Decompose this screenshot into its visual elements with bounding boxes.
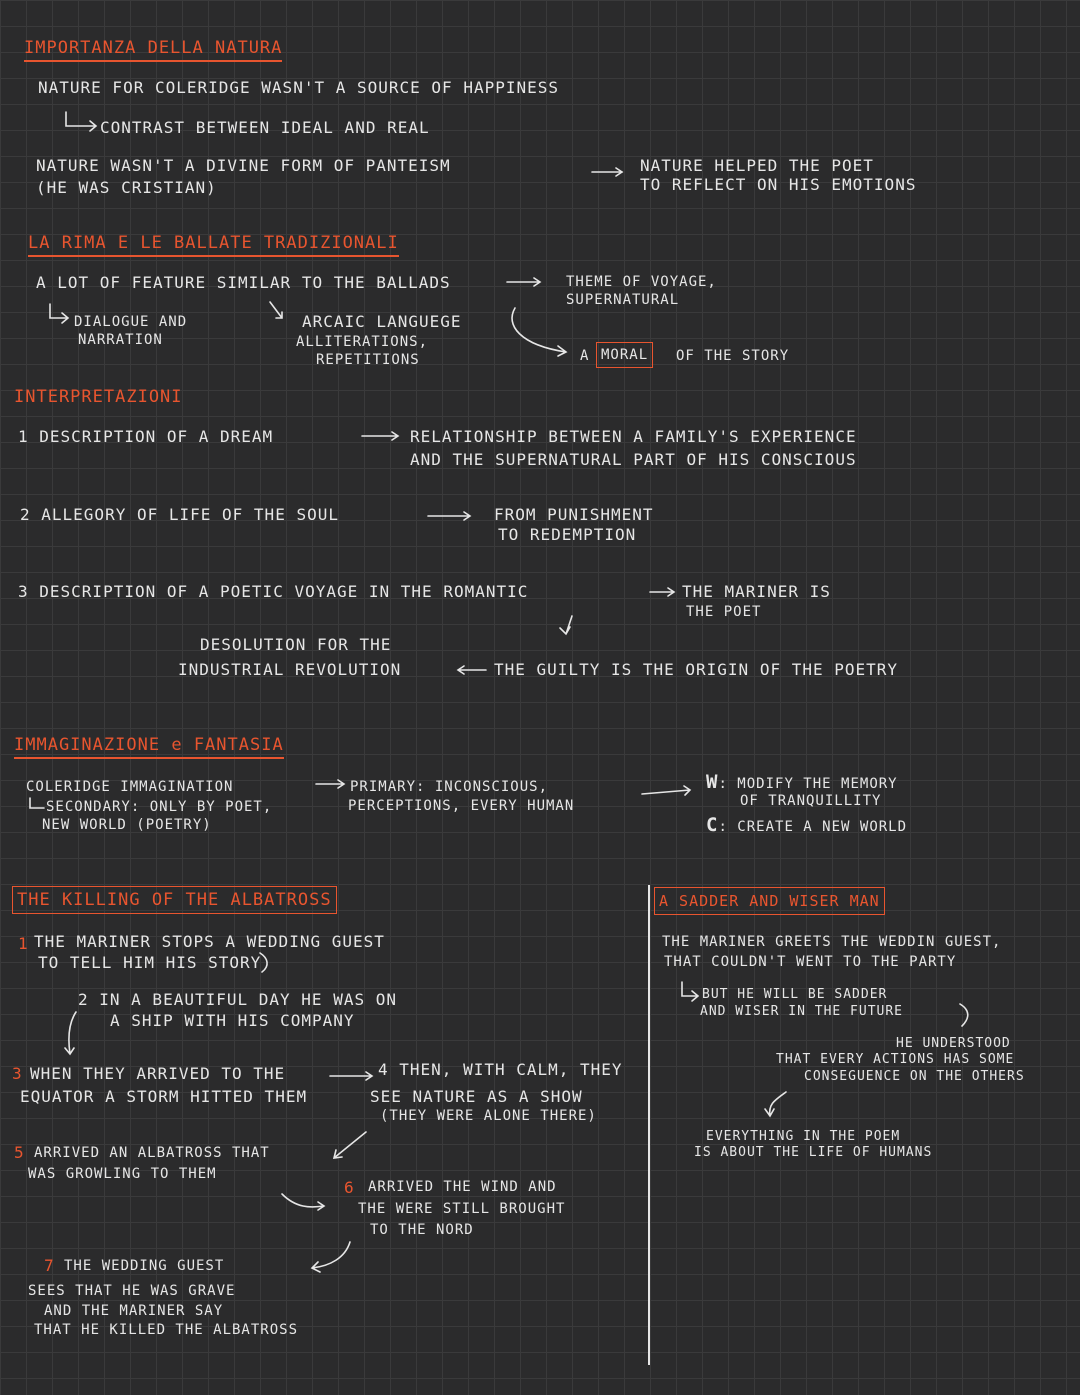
highlight-box: MORAL — [596, 342, 653, 368]
text-line: SUPERNATURAL — [566, 292, 680, 308]
key-letter: W — [706, 771, 719, 793]
text-line: (THEY WERE ALONE THERE) — [380, 1108, 597, 1124]
text-line — [706, 772, 898, 793]
text-line: SEE NATURE AS A SHOW — [370, 1087, 583, 1106]
text-line — [706, 815, 907, 836]
text-line: FROM PUNISHMENT — [494, 505, 654, 524]
text-line: SECONDARY: ONLY BY POET, — [46, 799, 273, 815]
text-line: WHEN THEY ARRIVED TO THE — [30, 1064, 286, 1083]
text-line: 3 DESCRIPTION OF A POETIC VOYAGE IN THE ROMANTIC — [18, 582, 529, 601]
text-line: EQUATOR A STORM HITTED THEM — [20, 1087, 308, 1106]
heading-part: e — [171, 735, 183, 755]
step-number: 6 — [344, 1178, 355, 1197]
text-line: BUT HE WILL BE SADDER — [702, 987, 888, 1002]
text-line: NATURE HELPED THE POET — [640, 156, 874, 175]
step-number: 5 — [14, 1143, 25, 1162]
heading-part: IMMAGINAZIONE — [14, 735, 161, 755]
text-line: ALLITERATIONS, — [296, 334, 429, 350]
text-line: THE MARINER GREETS THE WEDDIN GUEST, — [662, 934, 1002, 950]
section-heading-sadder: A SADDER AND WISER MAN — [654, 887, 885, 915]
text-line: 4 THEN, WITH CALM, THEY — [378, 1060, 623, 1079]
text-line: SEES THAT HE WAS GRAVE — [28, 1283, 236, 1299]
text-line: ARCAIC LANGUEGE — [302, 312, 462, 331]
text-line: 1 DESCRIPTION OF A DREAM — [18, 427, 274, 446]
step-number: 7 — [44, 1256, 55, 1275]
text-line: AND WISER IN THE FUTURE — [700, 1004, 904, 1019]
text-line: NATURE WASN'T A DIVINE FORM OF PANTEISM — [36, 156, 451, 175]
section-heading-natura: IMPORTANZA DELLA NATURA — [24, 38, 282, 62]
text-line: NARRATION — [78, 332, 163, 348]
text-line: ARRIVED THE WIND AND — [368, 1179, 557, 1195]
text-line: OF TRANQUILLITY — [740, 793, 882, 809]
key-letter: C — [706, 814, 719, 836]
column-divider — [648, 885, 650, 1365]
text-line: ARRIVED AN ALBATROSS THAT — [34, 1145, 270, 1161]
step-number: 3 — [12, 1064, 23, 1083]
text-line: CONTRAST BETWEEN IDEAL AND REAL — [100, 118, 430, 137]
text-part: : CREATE A NEW WORLD — [718, 819, 908, 835]
text-line: TO TELL HIM HIS STORY — [38, 953, 262, 972]
text-line: THE POET — [686, 604, 762, 620]
text-line: EVERYTHING IN THE POEM — [706, 1129, 901, 1144]
text-line: DESOLUTION FOR THE — [200, 635, 392, 654]
text-line: INDUSTRIAL REVOLUTION — [178, 660, 402, 679]
text-line: REPETITIONS — [316, 352, 420, 368]
text-line: THE GUILTY IS THE ORIGIN OF THE POETRY — [494, 660, 899, 679]
text-line: HE UNDERSTOOD — [896, 1036, 1011, 1051]
text-line: 2 IN A BEAUTIFUL DAY HE WAS ON — [78, 990, 397, 1009]
step-number: 1 — [18, 934, 29, 953]
text-line: THEME OF VOYAGE, — [566, 274, 717, 290]
text-line: NATURE FOR COLERIDGE WASN'T A SOURCE OF HAPPINESS — [38, 78, 560, 97]
text-line: TO THE NORD — [370, 1222, 474, 1238]
section-heading-albatross: THE KILLING OF THE ALBATROSS — [12, 886, 337, 914]
text-line: COLERIDGE IMMAGINATION — [26, 779, 234, 795]
text-line: TO REFLECT ON HIS EMOTIONS — [640, 175, 917, 194]
text-line: TO REDEMPTION — [498, 525, 637, 544]
text-line: THE MARINER STOPS A WEDDING GUEST — [34, 932, 385, 951]
text-line: THE WEDDING GUEST — [64, 1258, 225, 1274]
text-line: NEW WORLD (POETRY) — [42, 817, 212, 833]
text-line: THAT COULDN'T WENT TO THE PARTY — [664, 954, 957, 970]
text-line: PERCEPTIONS, EVERY HUMAN — [348, 798, 575, 814]
text-line: A LOT OF FEATURE SIMILAR TO THE BALLADS — [36, 273, 451, 292]
text-line: OF THE STORY — [676, 348, 790, 364]
text-line: A SHIP WITH HIS COMPANY — [110, 1011, 355, 1030]
text-line: IS ABOUT THE LIFE OF HUMANS — [694, 1145, 933, 1160]
text-line: WAS GROWLING TO THEM — [28, 1166, 217, 1182]
text-line: THE WERE STILL BROUGHT — [358, 1201, 566, 1217]
heading-part: FANTASIA — [193, 735, 284, 755]
text-line: 2 ALLEGORY OF LIFE OF THE SOUL — [20, 505, 339, 524]
text-line: CONSEGUENCE ON THE OTHERS — [804, 1069, 1025, 1084]
text-line: RELATIONSHIP BETWEEN A FAMILY'S EXPERIENCE — [410, 427, 857, 446]
text-line: A — [580, 348, 590, 364]
text-line: THAT EVERY ACTIONS HAS SOME — [776, 1052, 1015, 1067]
text-line: (HE WAS CRISTIAN) — [36, 178, 217, 197]
text-line: AND THE SUPERNATURAL PART OF HIS CONSCIOUS — [410, 450, 857, 469]
section-heading-interpretazioni: INTERPRETAZIONI — [14, 387, 183, 407]
text-line: THAT HE KILLED THE ALBATROSS — [34, 1322, 299, 1338]
text-part: : MODIFY THE MEMORY — [718, 776, 898, 792]
text-line: DIALOGUE AND — [74, 314, 188, 330]
text-line: AND THE MARINER SAY — [44, 1303, 224, 1319]
text-line: THE MARINER IS — [682, 582, 831, 601]
text-line: PRIMARY: INCONSCIOUS, — [350, 779, 549, 795]
section-heading-ballate: LA RIMA E LE BALLATE TRADIZIONALI — [28, 233, 399, 257]
hook-arrow — [66, 112, 96, 131]
section-heading-immaginazione — [14, 735, 284, 759]
